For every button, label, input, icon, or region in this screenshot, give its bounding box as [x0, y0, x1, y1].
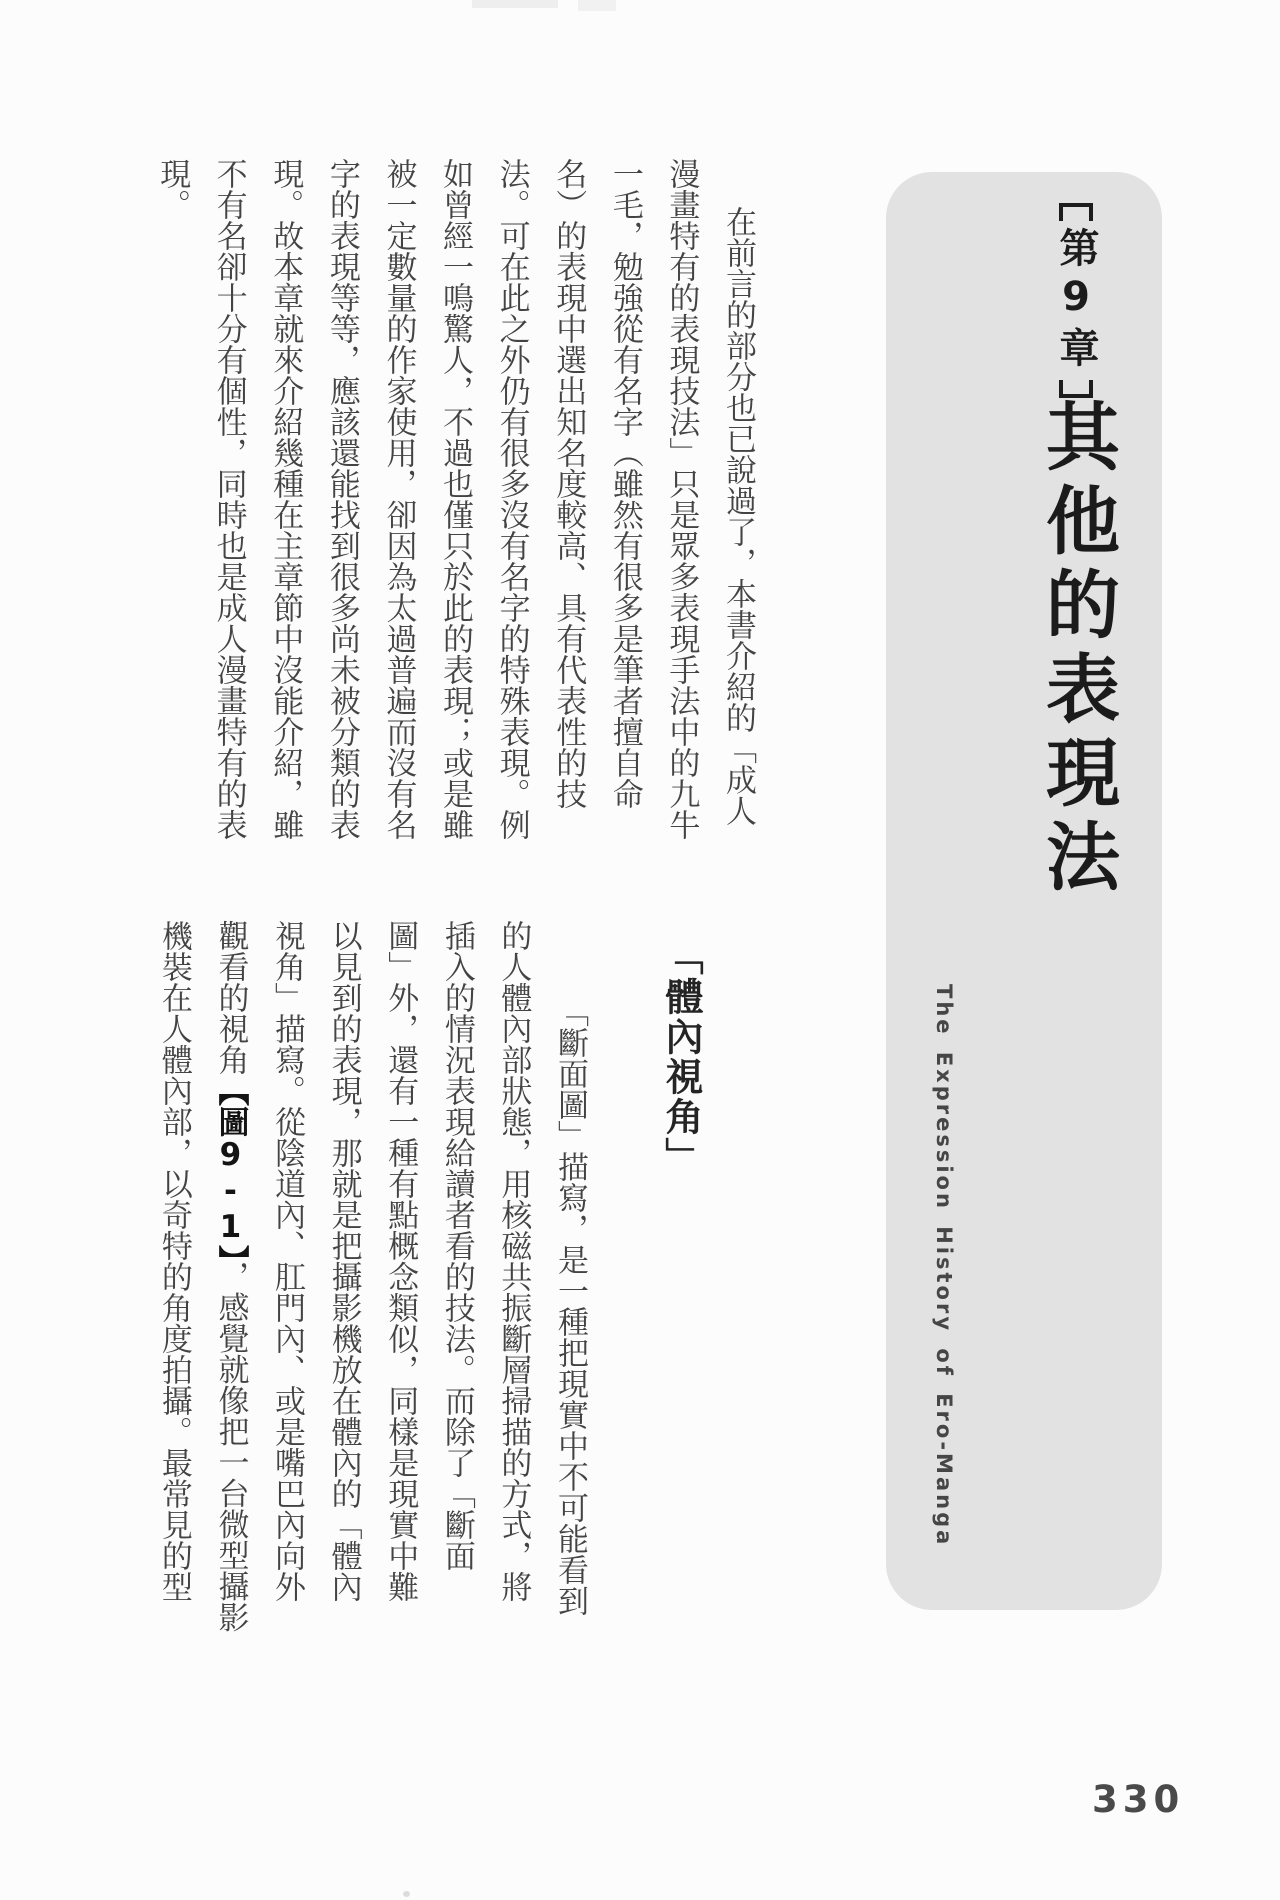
bracket-top-icon	[1059, 203, 1093, 221]
text-column: 一毛，勉強從有名字（雖然有很多是筆者擅自命	[606, 158, 643, 809]
text-column: 現。故本章就來介紹幾種在主章節中沒能介紹，雖	[267, 158, 304, 840]
scan-artifact	[403, 1891, 410, 1897]
chapter-title: 其他的表現法	[1034, 398, 1120, 902]
text-column: 在前言的部分也已說過了，本書介紹的「成人	[720, 206, 756, 826]
chapter-label-text: 第9章	[1053, 227, 1099, 374]
text-segment: ，感覺就像把一台微型攝影	[212, 1260, 249, 1633]
text-column: 法。可在此之外仍有很多沒有名字的特殊表現。例	[493, 158, 530, 840]
text-segment: 觀看的視角	[212, 920, 249, 1075]
text-column: 不有名卻十分有個性，同時也是成人漫畫特有的表	[210, 158, 247, 840]
text-column	[202, 920, 259, 1632]
text-column: 圖」外，還有一種有點概念類似，同樣是現實中難	[382, 920, 419, 1602]
scan-artifact	[472, 0, 558, 8]
text-column: 字的表現等等，應該還能找到很多尚未被分類的表	[323, 158, 360, 840]
text-column: 現。	[154, 158, 191, 220]
bracket-bottom-icon	[1059, 380, 1093, 398]
page-number: 330	[1092, 1778, 1185, 1821]
scan-artifact	[578, 0, 616, 11]
chapter-subtitle-english: The Expression History of Ero-Manga	[932, 984, 956, 1548]
text-column: 被一定數量的作家使用，卻因為太過普遍而沒有名	[380, 158, 417, 840]
text-column: 如曾經一鳴驚人，不過也僅只於此的表現；或是雖	[437, 158, 474, 840]
text-column: 視角」描寫。從陰道內、肛門內、或是嘴巴內向外	[269, 920, 306, 1602]
text-column: 漫畫特有的表現技法」只是眾多表現手法中的九牛	[663, 158, 700, 840]
text-column: 名）的表現中選出知名度較高、具有代表性的技	[550, 158, 587, 809]
figure-reference: 【圖9-1】	[212, 1075, 249, 1261]
section-heading: 「體內視角」	[659, 937, 703, 1177]
chapter-label	[1053, 203, 1099, 398]
text-column: 機裝在人體內部，以奇特的角度拍攝。最常見的型	[155, 920, 192, 1602]
text-column: 「斷面圖」描寫，是一種把現實中不可能看到	[552, 996, 588, 1616]
text-column: 的人體內部狀態，用核磁共振斷層掃描的方式，將	[495, 920, 532, 1602]
text-column: 以見到的表現，那就是把攝影機放在體內的「體內	[325, 920, 362, 1602]
intro-paragraph	[142, 158, 766, 870]
text-column: 插入的情況表現給讀者看的技法。而除了「斷面	[438, 920, 475, 1571]
section-paragraph	[144, 920, 598, 1632]
chapter-banner	[886, 172, 1162, 1610]
